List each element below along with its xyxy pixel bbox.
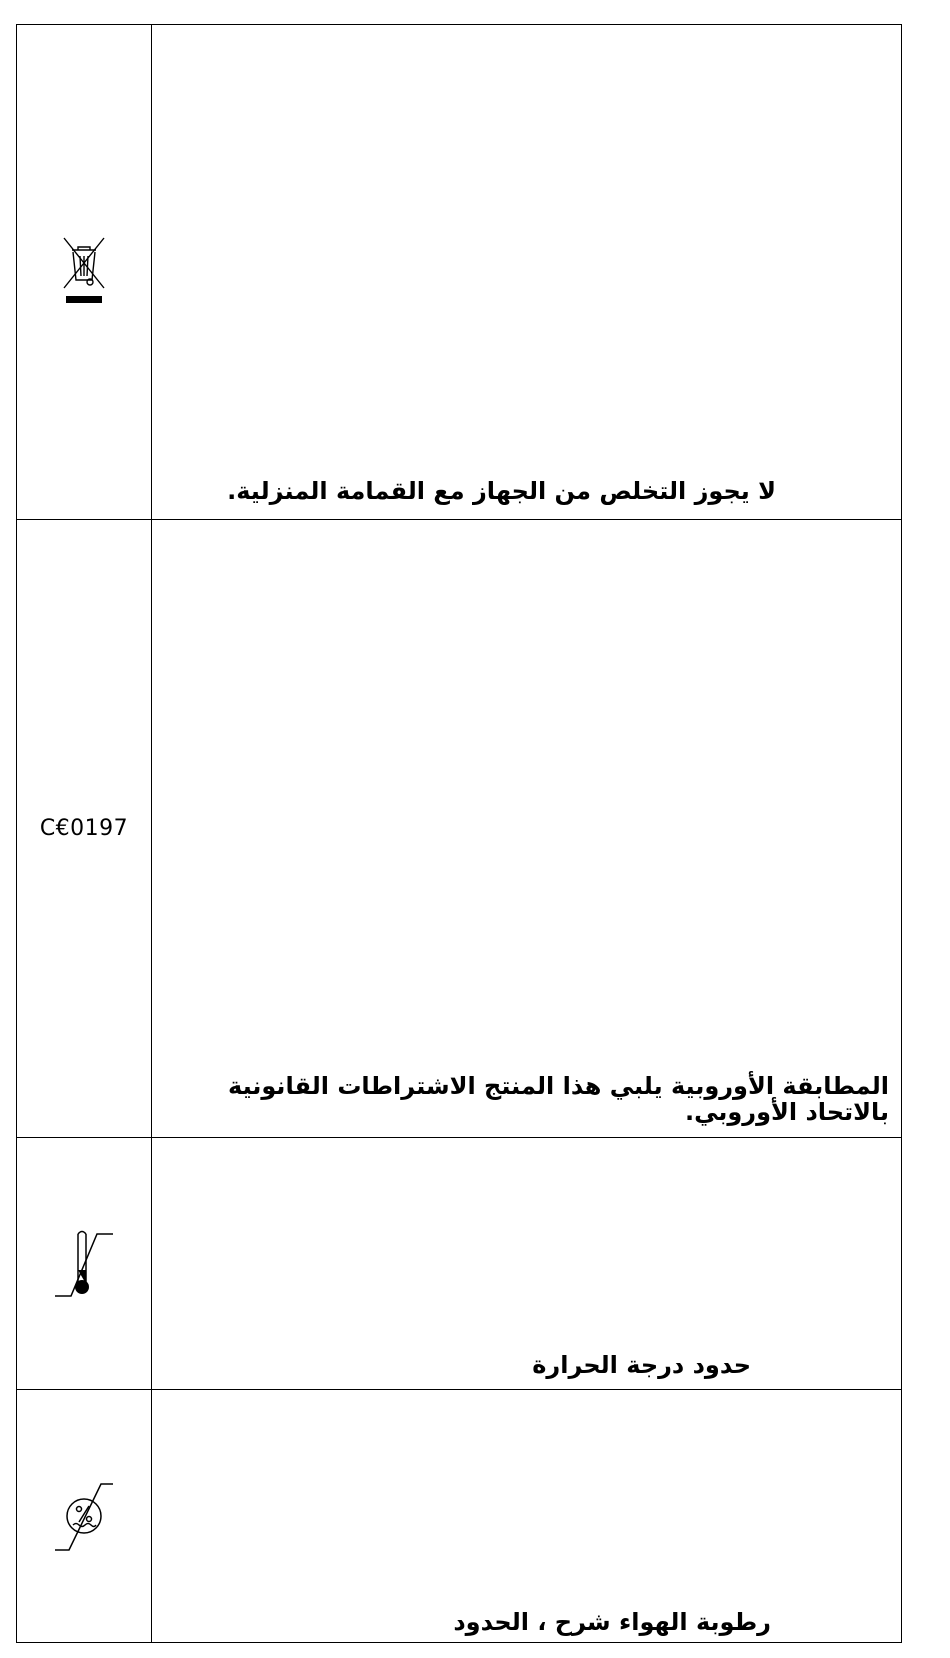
description-cell (152, 1390, 902, 1643)
crossed-out-wheelie-bin-icon (17, 232, 151, 312)
temperature-limit-icon (17, 1224, 151, 1304)
ce-description: المطابقة الأوروبية يلبي هذا المنتج الاشتراطات القانونية بالاتحاد الأوروبي. (228, 1072, 889, 1126)
description-cell (152, 25, 902, 520)
table-row (17, 25, 902, 520)
temperature-description: حدود درجة الحرارة (532, 1351, 751, 1379)
symbol-cell (17, 1138, 152, 1390)
table-row (17, 1390, 902, 1643)
humidity-limit-icon (17, 1476, 151, 1556)
symbol-cell (17, 520, 152, 1138)
humidity-description: رطوبة الهواء شرح ، الحدود (453, 1608, 771, 1636)
symbol-cell (17, 25, 152, 520)
table-row (17, 1138, 902, 1390)
description-cell (152, 520, 902, 1138)
description-cell (152, 1138, 902, 1390)
ce-mark: C€0197 (39, 816, 129, 841)
table-row (17, 520, 902, 1138)
symbols-table (16, 24, 902, 1643)
disposal-description: لا يجوز التخلص من الجهاز مع القمامة المنزلية. (227, 477, 776, 505)
symbol-cell (17, 1390, 152, 1643)
